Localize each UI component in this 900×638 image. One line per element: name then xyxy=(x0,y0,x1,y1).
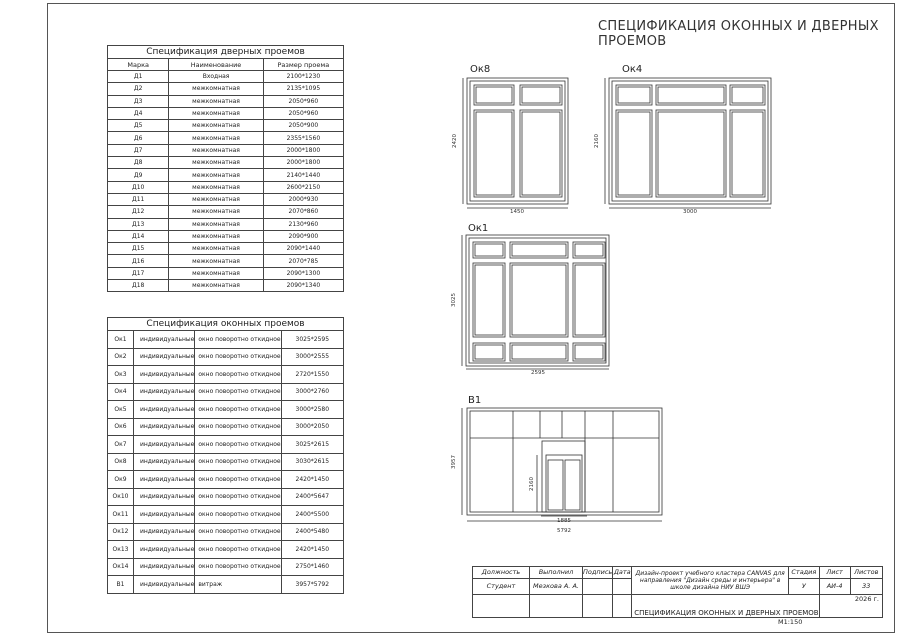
window-cell-type: индивидуальные xyxy=(133,523,194,541)
door-cell-size: 2000*930 xyxy=(263,193,343,205)
door-cell-mark: Д4 xyxy=(108,107,169,119)
window-cell-mark: Ок6 xyxy=(108,418,134,436)
window-cell-name: окно поворотно откидное xyxy=(195,558,281,576)
window-cell-mark: Ок5 xyxy=(108,401,134,419)
door-cell-name: межкомнатная xyxy=(169,157,263,169)
door-header-size: Размер проема xyxy=(263,59,343,71)
window-cell-size: 3025*2615 xyxy=(281,436,343,454)
window-cell-mark: Ок1 xyxy=(108,331,134,349)
ok1-elevation xyxy=(462,235,609,369)
window-cell-mark: Ок4 xyxy=(108,383,134,401)
door-cell-size: 2070*860 xyxy=(263,206,343,218)
door-cell-mark: Д14 xyxy=(108,230,169,242)
door-cell-name: межкомнатная xyxy=(169,218,263,230)
window-cell-mark: Ок12 xyxy=(108,523,134,541)
door-cell-name: межкомнатная xyxy=(169,120,263,132)
door-cell-name: межкомнатная xyxy=(169,144,263,156)
door-cell-mark: Д12 xyxy=(108,206,169,218)
stamp-h-done: Выполнил xyxy=(530,567,583,579)
window-cell-type: индивидуальные xyxy=(133,541,194,559)
door-cell-size: 2090*1300 xyxy=(263,267,343,279)
stamp-scale: М1:150 xyxy=(778,618,803,626)
window-cell-mark: Ок3 xyxy=(108,366,134,384)
window-cell-type: индивидуальные xyxy=(133,418,194,436)
v1-door-height-dim: 2160 xyxy=(529,477,535,491)
window-cell-size: 2420*1450 xyxy=(281,541,343,559)
door-cell-name: Входная xyxy=(169,71,263,83)
v1-height-dim: 3957 xyxy=(451,455,457,469)
door-cell-name: межкомнатная xyxy=(169,169,263,181)
door-cell-name: межкомнатная xyxy=(169,107,263,119)
window-cell-size: 3030*2615 xyxy=(281,453,343,471)
stamp-year: 2026 г. xyxy=(819,594,882,617)
window-cell-mark: Ок13 xyxy=(108,541,134,559)
door-cell-name: межкомнатная xyxy=(169,181,263,193)
door-cell-name: межкомнатная xyxy=(169,267,263,279)
door-cell-mark: Д13 xyxy=(108,218,169,230)
window-cell-mark: Ок11 xyxy=(108,506,134,524)
door-cell-size: 2050*960 xyxy=(263,107,343,119)
window-cell-type: индивидуальные xyxy=(133,488,194,506)
door-cell-size: 2140*1440 xyxy=(263,169,343,181)
window-cell-name: окно поворотно откидное xyxy=(195,331,281,349)
door-cell-name: межкомнатная xyxy=(169,280,263,292)
stamp-stage: У xyxy=(789,578,820,594)
door-cell-size: 2100*1230 xyxy=(263,71,343,83)
window-cell-size: 3000*2580 xyxy=(281,401,343,419)
window-cell-mark: В1 xyxy=(108,576,134,594)
door-cell-mark: Д1 xyxy=(108,71,169,83)
v1-door-width-dim: 1885 xyxy=(557,518,571,524)
ok4-height-dim: 2160 xyxy=(594,134,600,148)
window-cell-size: 2420*1450 xyxy=(281,471,343,489)
door-cell-name: межкомнатная xyxy=(169,206,263,218)
window-cell-type: индивидуальные xyxy=(133,436,194,454)
ok4-elevation xyxy=(605,78,771,208)
door-header-mark: Марка xyxy=(108,59,169,71)
door-cell-mark: Д11 xyxy=(108,193,169,205)
v1-label: В1 xyxy=(468,395,482,406)
stamp-project: Дизайн-проект учебного кластера CANVAS для направления "Дизайн среды и интерьера" в школе дизайна НИУ ВШЭ xyxy=(632,567,789,595)
door-cell-mark: Д18 xyxy=(108,280,169,292)
window-cell-name: окно поворотно откидное xyxy=(195,383,281,401)
window-cell-mark: Ок10 xyxy=(108,488,134,506)
door-cell-mark: Д8 xyxy=(108,157,169,169)
window-table-title: Спецификация оконных проемов xyxy=(108,318,344,331)
window-cell-name: окно поворотно откидное xyxy=(195,471,281,489)
ok8-width-dim: 1450 xyxy=(510,209,524,215)
door-cell-name: межкомнатная xyxy=(169,230,263,242)
door-cell-size: 2050*900 xyxy=(263,120,343,132)
door-table-title: Спецификация дверных проемов xyxy=(108,46,344,59)
window-cell-mark: Ок8 xyxy=(108,453,134,471)
ok8-label: Ок8 xyxy=(470,64,491,75)
window-cell-mark: Ок14 xyxy=(108,558,134,576)
window-cell-type: индивидуальные xyxy=(133,576,194,594)
stamp-h-sign: Подпись xyxy=(583,568,613,577)
ok4-width-dim: 3000 xyxy=(683,209,697,215)
window-cell-name: окно поворотно откидное xyxy=(195,401,281,419)
door-cell-size: 2050*960 xyxy=(263,95,343,107)
window-cell-size: 2400*5500 xyxy=(281,506,343,524)
door-cell-size: 2130*960 xyxy=(263,218,343,230)
door-cell-name: межкомнатная xyxy=(169,83,263,95)
door-cell-mark: Д17 xyxy=(108,267,169,279)
window-cell-type: индивидуальные xyxy=(133,331,194,349)
door-cell-mark: Д5 xyxy=(108,120,169,132)
window-cell-size: 3000*2050 xyxy=(281,418,343,436)
window-cell-name: окно поворотно откидное xyxy=(195,506,281,524)
window-cell-name: окно поворотно откидное xyxy=(195,436,281,454)
stamp-h-date: Дата xyxy=(613,568,631,577)
door-cell-name: межкомнатная xyxy=(169,95,263,107)
door-cell-mark: Д15 xyxy=(108,243,169,255)
window-cell-name: витраж xyxy=(195,576,281,594)
door-cell-size: 2355*1560 xyxy=(263,132,343,144)
stamp-h-sheets: Листов xyxy=(850,567,882,579)
stamp-h-sheet: Лист xyxy=(819,567,850,579)
window-cell-mark: Ок2 xyxy=(108,348,134,366)
window-cell-type: индивидуальные xyxy=(133,401,194,419)
window-cell-size: 2400*5647 xyxy=(281,488,343,506)
window-cell-name: окно поворотно откидное xyxy=(195,488,281,506)
ok4-label: Ок4 xyxy=(622,64,643,75)
door-cell-size: 2090*1340 xyxy=(263,280,343,292)
door-cell-name: межкомнатная xyxy=(169,193,263,205)
window-cell-name: окно поворотно откидное xyxy=(195,418,281,436)
door-cell-mark: Д3 xyxy=(108,95,169,107)
door-cell-mark: Д7 xyxy=(108,144,169,156)
window-cell-name: окно поворотно откидное xyxy=(195,541,281,559)
door-cell-size: 2090*900 xyxy=(263,230,343,242)
stamp-sheet-name: СПЕЦИФИКАЦИЯ ОКОННЫХ И ДВЕРНЫХ ПРОЕМОВ xyxy=(632,594,819,617)
door-cell-mark: Д16 xyxy=(108,255,169,267)
window-cell-size: 3957*5792 xyxy=(281,576,343,594)
door-cell-size: 2000*1800 xyxy=(263,144,343,156)
window-cell-name: окно поворотно откидное xyxy=(195,366,281,384)
window-cell-type: индивидуальные xyxy=(133,366,194,384)
window-cell-type: индивидуальные xyxy=(133,383,194,401)
ok8-elevation xyxy=(463,78,568,208)
window-cell-mark: Ок9 xyxy=(108,471,134,489)
door-cell-size: 2600*2150 xyxy=(263,181,343,193)
window-cell-mark: Ок7 xyxy=(108,436,134,454)
window-cell-name: окно поворотно откидное xyxy=(195,523,281,541)
stamp-position: Студент xyxy=(473,578,530,594)
ok1-label: Ок1 xyxy=(468,223,489,234)
stamp-sheet: АИ-4 xyxy=(819,578,850,594)
window-cell-size: 3025*2595 xyxy=(281,331,343,349)
window-cell-type: индивидуальные xyxy=(133,471,194,489)
stamp-author: Мезкова А. А. xyxy=(530,578,583,594)
window-cell-type: индивидуальные xyxy=(133,558,194,576)
door-cell-size: 2090*1440 xyxy=(263,243,343,255)
door-cell-mark: Д6 xyxy=(108,132,169,144)
title-block xyxy=(472,566,883,618)
door-cell-mark: Д2 xyxy=(108,83,169,95)
door-cell-mark: Д9 xyxy=(108,169,169,181)
window-cell-size: 3000*2555 xyxy=(281,348,343,366)
window-cell-name: окно поворотно откидное xyxy=(195,348,281,366)
window-cell-size: 2400*5480 xyxy=(281,523,343,541)
door-cell-name: межкомнатная xyxy=(169,132,263,144)
ok1-width-dim: 2595 xyxy=(531,370,545,376)
door-cell-size: 2135*1095 xyxy=(263,83,343,95)
window-cell-type: индивидуальные xyxy=(133,506,194,524)
stamp-h-stage: Стадия xyxy=(789,567,820,579)
door-header-name: Наименование xyxy=(169,59,263,71)
window-cell-type: индивидуальные xyxy=(133,453,194,471)
door-cell-name: межкомнатная xyxy=(169,243,263,255)
door-cell-size: 2070*785 xyxy=(263,255,343,267)
sheet-title: СПЕЦИФИКАЦИЯ ОКОННЫХ И ДВЕРНЫХ ПРОЕМОВ xyxy=(598,19,879,49)
door-cell-size: 2000*1800 xyxy=(263,157,343,169)
stamp-sheets: 33 xyxy=(850,578,882,594)
ok8-height-dim: 2420 xyxy=(452,134,458,148)
stamp-h-position: Должность xyxy=(473,567,530,579)
door-cell-mark: Д10 xyxy=(108,181,169,193)
window-cell-type: индивидуальные xyxy=(133,348,194,366)
v1-width-dim: 5792 xyxy=(557,528,571,534)
window-cell-name: окно поворотно откидное xyxy=(195,453,281,471)
ok1-height-dim: 3025 xyxy=(451,293,457,307)
window-cell-size: 2720*1550 xyxy=(281,366,343,384)
window-cell-size: 3000*2760 xyxy=(281,383,343,401)
window-cell-size: 2750*1460 xyxy=(281,558,343,576)
v1-elevation xyxy=(462,408,662,521)
door-cell-name: межкомнатная xyxy=(169,255,263,267)
